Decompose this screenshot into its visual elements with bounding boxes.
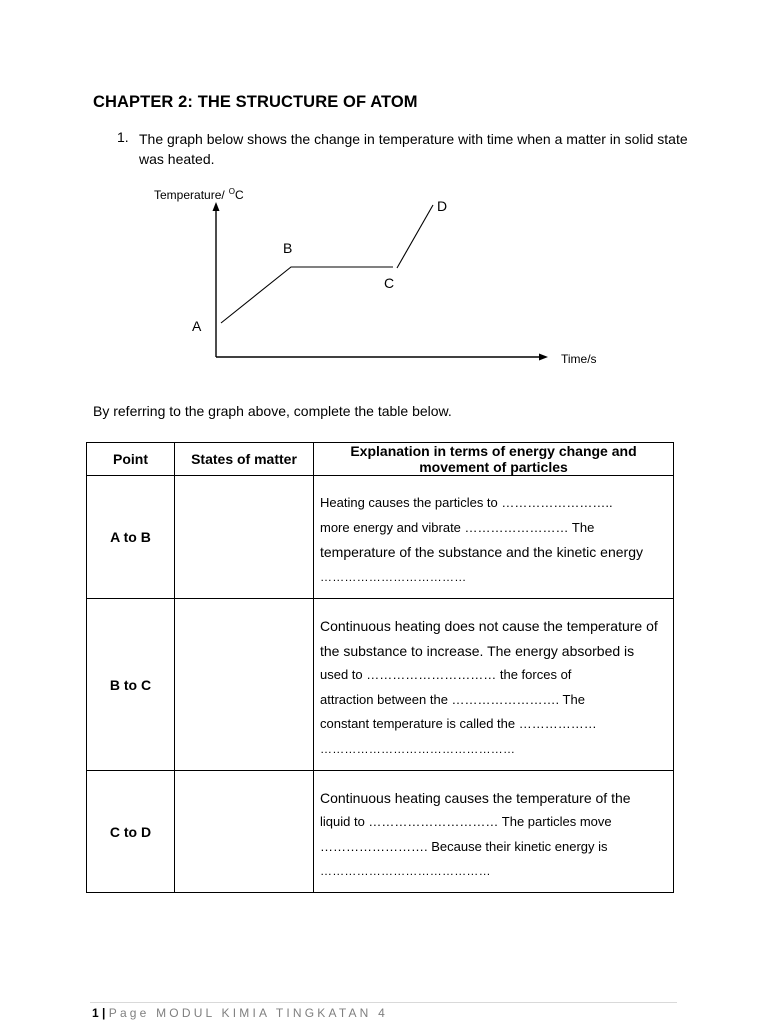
header-explanation-text: Explanation in terms of energy change and movement of particles [350, 443, 637, 475]
explanation-line: Continuous heating causes the temperature of the [320, 789, 631, 806]
header-explanation [314, 443, 674, 476]
explanation-line: attraction between the ……………………. The [320, 691, 585, 707]
page-footer [92, 1006, 388, 1020]
y-axis-arrow-icon [213, 202, 220, 211]
footer-label: Page MODUL KIMIA TINGKATAN 4 [108, 1006, 388, 1020]
explanation-line: Heating causes the particles to …………………….. [320, 495, 613, 510]
explanation-line: ………………………………………… [320, 741, 516, 756]
explanation-line: liquid to ………………………… The particles move [320, 814, 612, 829]
footer-divider [90, 1002, 677, 1003]
row-point-b-to-c: B to C [87, 599, 175, 771]
footer-separator: | [102, 1006, 106, 1020]
explanation-line: the substance to increase. The energy absorbed is [320, 642, 635, 659]
question-number: 1. [117, 129, 129, 145]
x-axis-arrow-icon [539, 354, 548, 361]
y-axis-label: Temperature/ $^O$C [154, 187, 244, 202]
footer-page-number: 1 [92, 1006, 99, 1020]
states-answer-cell[interactable] [175, 599, 314, 771]
table-header-row [87, 443, 674, 476]
explanation-line: constant temperature is called the ……………… [320, 716, 597, 731]
explanation-line: temperature of the substance and the kinetic energy [320, 544, 643, 560]
point-label-d: D [437, 198, 448, 214]
states-answer-cell[interactable] [175, 476, 314, 599]
explanation-cell [314, 771, 674, 893]
row-point-c-to-d: C to D [87, 771, 175, 893]
header-point: Point [87, 443, 175, 476]
table-row [87, 771, 674, 893]
point-label-c: C [384, 275, 395, 291]
explanation-line: …………………………………… [320, 864, 491, 878]
x-axis-label: Time/s [561, 352, 597, 366]
explanation-line: used to ………………………… the forces of [320, 667, 572, 682]
header-states: States of matter [175, 443, 314, 476]
explanation-line: ……………………. Because their kinetic energy is [320, 838, 608, 854]
question-text: The graph below shows the change in temperature with time when a matter in solid state was heated. [139, 131, 688, 167]
explanation-line: ……………………………… [320, 569, 467, 584]
page-title: CHAPTER 2: THE STRUCTURE OF ATOM [93, 93, 418, 111]
explanation-line: Continuous heating does not cause the temperature of [320, 618, 658, 634]
explanation-cell [314, 476, 674, 599]
table-row [87, 476, 674, 599]
explanation-cell [314, 599, 674, 771]
table-row [87, 599, 674, 771]
explanation-line: more energy and vibrate …………………… The [320, 519, 595, 535]
point-label-a: A [192, 318, 202, 334]
heating-curve [221, 267, 393, 323]
heating-curve-cd [397, 205, 433, 268]
point-label-b: B [283, 240, 293, 256]
row-point-a-to-b: A to B [87, 476, 175, 599]
answer-table [86, 442, 674, 893]
temperature-time-graph [0, 0, 768, 400]
table-instruction: By referring to the graph above, complete the table below. [93, 403, 452, 419]
states-answer-cell[interactable] [175, 771, 314, 893]
